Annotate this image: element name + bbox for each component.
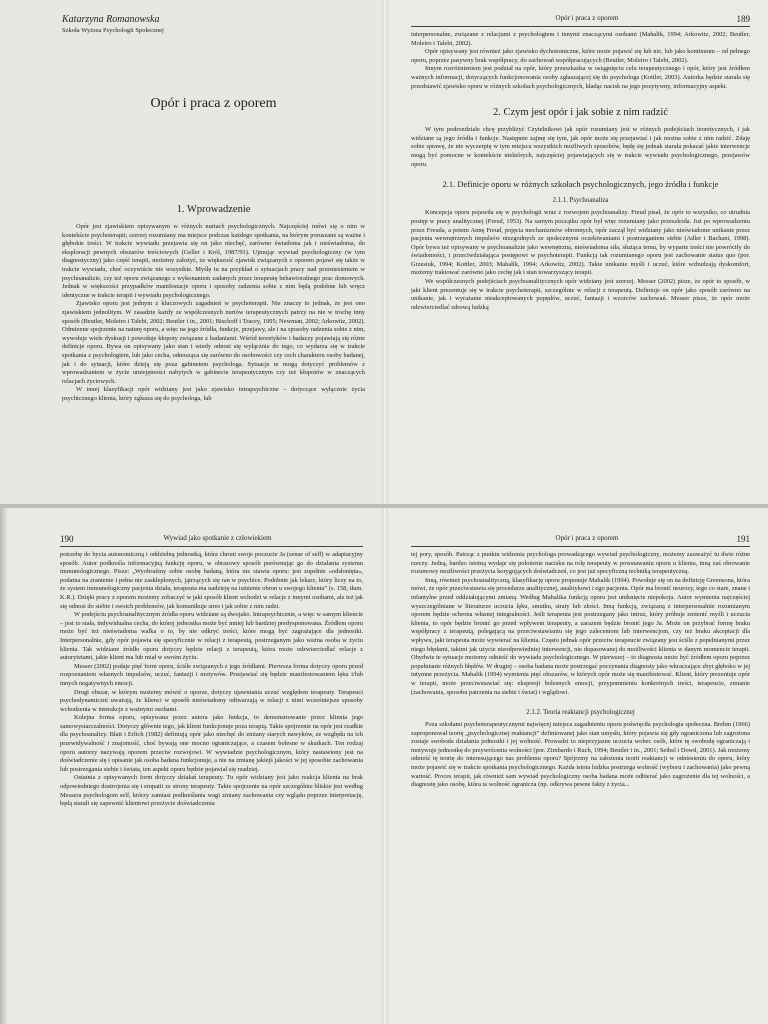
scan-page-divider — [0, 504, 768, 508]
paragraph: tej pory, sposób. Patrząc z punktu widzenia psychologa prowadzącego wywiad psychologiczny, możemy zauważyć tu dwie różne rzeczy. Jedną, bardzo istotną wydaje się położenie nacisku na rolę terapeuty w powstawaniu oporu u klienta, inną zaś obrowanie rozumowy możliwości przeżycia korygujących doświadczeń, co jest już specyficzną techniką terapeutyczną. — [411, 551, 750, 576]
page-189 — [385, 0, 768, 506]
paragraph: Messer (2002) podaje pięć form oporu, ściśle związanych z jego źródłami. Pierwsza forma dotyczy oporu przed rozpoznaniem własnych impulsów, uczuć, fantazji i motywów. Przejawiać się będzie manifestowaniem lęku i/lub innych negatywnych emocji. — [60, 662, 363, 687]
running-header — [411, 14, 750, 27]
paragraph: Poza szkołami psychoterapeutycznymi najwięcej miejsca zagadnieniu oporu poświęciła psychologia społeczna. Brehm (1966) zaproponował teorię „psychologicznej reaktancji” definiowanej jako stan umysłu, który pojawia się gdy ograniczona lub zagrożona zostaje swoboda działania jednostki i jej wolność. Prowadzi to nieprzyjazne uczucia wobec osób, które tę swobodę ograniczają i motywuje jednostkę do przywrócenia wolności (por. Zimbardo i Ruch, 1994; Beutler i in., 2001; Seibel i Dowd, 2001). Jak możemy odnieść tę teorię do interesującego nas problemu oporu? Spójrzmy na założenia teorii reaktancji w odniesieniu do oporu, który może pojawić się w trakcie spotkania psychologicznego. Każda istota ludzka postrzega wolność (wyboru i zachowania) jako pewną wartość. Proces terapii, jak również sam wywiad psychologiczny osoba badana może odbierać jako zagrożenie dla tej wolności, a diagnostę jako osobę, która ta wolność ogranicza (np. odkrywa pewne fakty z życia... — [411, 721, 750, 789]
paragraph: Zjawisko oporu jest jednym z kluczowych zagadnień w psychoterapii. Nie znaczy to jednak, że jest ono zjawiskiem jednolitym. W zasadzie każdy ze współczesnych nurtów terapeutycznych patrzy na nie w trochę inny sposób (Beutler, Moleiro i Talebi, 2002; Beutler i in., 2001; Bischoff i Tracey, 1995; Newman, 2002; Arkowitz, 2002). Odmienne spojrzenie na naturę oporu, a więc na jego źródła, funkcje, przejawy, ale i na sposoby radzenia sobie z nim, wywołuje wiele dyskusji i powoduje kłopoty związane z badaniami. Wśród teoretyków i badaczy pojawiają się różne definicje oporu. Bywa on opisywany jako stan i wtedy odnosi się wyłącznie do tego, co wydarza się w trakcie spotkania z psychologiem, lub jako cecha, odnosząca się zarówno do osobowości czy cech charakteru osoby badanej, jak i do sytuacji, które dzieją się poza gabinetem psychologa. Sytuacje te mogą dotyczyć problemów z wprowadzaniem w życie umiejętności nabytych w gabinecie terapeutycznym czy też kłopotów w znaczących relacjach życiowych. — [62, 300, 365, 385]
page-edge-shadow — [0, 506, 8, 1024]
subsection-heading: 2.1. Definicje oporu w różnych szkołach psychologicznych, jego źródła i funkcje — [442, 179, 719, 190]
section-heading-introduction: 1. Wprowadzenie — [176, 204, 251, 215]
page-190 — [0, 506, 385, 1024]
subsubsection-heading: 2.1.2. Teoria reaktancji psychologicznej — [526, 709, 635, 717]
paragraph: Kolejna forma oporu, opisywana przez autora jako funkcja, to demonstrowanie przez klienta jego samowystarczalności. Dotyczy głównie tego, jak klient funkcjonuje poza terapią. Takie spojrzenie na opór jest rzadkie dla psychoanalizy. Blatt i Erlich (1982) definiują opór jako niechęć do zmiany starych nawyków, ze względu na ich przewidywalność i znajomość, choć bywają one mocno ograniczające, a czasem bolesne w skutkach. Ten rodzaj oporu autorzy nazywają oporem przeciw rozwojowi. W wywiadzie psychologicznym, który nastawiony jest na doświadczenie się i opisanie jak osoba badana funkcjonuje, a nie na zmianę jakiejś jakości w jej sposobie zachowania lub postrzegania siebie i świata, ten aspekt oporu będzie pojawiał się rzadziej. — [60, 714, 363, 773]
page-191 — [385, 506, 768, 1024]
paragraph: interpersonalne, związane z relacjami z psychologiem i innymi znaczącymi osobami (Mahalik, 1994; Arkowitz, 2002; Beutler, Moleiro i Talebi, 2002). — [411, 31, 750, 47]
paragraph: Innym rozróżnieniem jest podział na opór, który przeszkadza w osiągnięciu celu terapeutycznego i opór, który jest źródłem ważnych informacji, dotyczących funkcjonowania osoby zgłaszającej się do psychologa (Kottler, 2003). Autorka będzie starała się przedstawić zjawisko oporu w różnych szkołach psychologicznych, kładąc nacisk na jego pozytywny, informacyjny aspekt. — [411, 65, 750, 90]
author-affiliation: Szkoła Wyższa Psychologii Społecznej — [62, 27, 164, 34]
paragraph: W innej klasyfikacji opór widziany jest jako zjawisko intrapsychiczne – dotyczące wyłącznie życia psychicznego klienta, który zgłasza się do psychologa, lub — [62, 386, 365, 402]
book-spine-fold — [382, 0, 388, 1024]
page-number: 190 — [60, 534, 74, 544]
paragraph: Ostatnia z opisywanych form dotyczy działań terapeuty. Tu opór widziany jest jako reakcja klienta na brak odpowiedniego dostrojenia się i empatii ze strony terapeuty. Takie spojrzenie na opór szczególnie bliskie jest według Messera psychologom self, którzy zamiast podkreślania wagi zmiany zachowania czy wglądu poprzez interpretację, będą starali się zapewnić klientowi przeżycie doświadczenia — [60, 774, 363, 808]
page-number: 189 — [736, 14, 750, 24]
paragraph: Inną, również psychoanalityczną, klasyfikację oporu proponuje Mahalik (1994). Powołuje się on na definicję Greensona, która mówi, że opór przeciwstawia się procedurze analitycznej, analitykowi i ego pacjenta. Opór ma bronić neurozy, tego co stare, znane i infantylne przed oddziałującymi zmianą. Według Mahalika funkcją oporu jest uniknięcie niepokoju. Autor wymienia najczęściej wyszczególniane w literaturze uczucia lęku, smutku, straty lub złości. Inną funkcją, związaną z interpersonalnie rozumianym oporem będzie ochrona własnej integralności. Jeśli terapeuta jest postrzegany jako intruz, który próbuje zmienić myśli i uczucia klienta, to opór będzie bronić go przed wpływem terapeuty, a zarazem będzie bronić jego Ja. Może on przybrać formę braku współpracy z terapeutą, polegającą na przeciwstawianiu się jego zaleceniom lub interwencjom, czy też braku akceptacji dla wpływu, jaki terapeuta może wywierać na klienta. Często jednak opór przeciw terapeucie związany jest ściśle z popełnianymi przez niego błędami, takimi jak użycie nieodpowiedniej interwencji, nie dopasowanej do możliwości klienta w danym momencie terapii. Obydwie te sytuacje możemy odnieść do wywiadu psychologicznego. W pierwszej – to diagnosta może być źródłem oporu poprzez popełnianie różnych błędów. W drugiej – osoba badana może postrzegać poczynania diagnosty jako wkraczające zbyt głęboko w jej intymne przeżycia. Mahalik (1994) wymienia pięć obszarów, w których opór może się manifestować. Klient, który prezentuje opór w terapii, może przeciwstawiać się: ekspresji bolesnych emocji, przypomnieniu konkretnych treści, terapeucie, zmianie (zachowania, sposobu patrzenia na siebie i świat) i wglądowi. — [411, 576, 750, 696]
page-188 — [0, 0, 385, 506]
paragraph: W tym podrozdziale chcę przybliżyć Czytelnikowi jak opór rozumiany jest w różnych podejściach teoretycznych, i jak widziane są jego źródła i funkcje. Następnie zajmę się tym, jak opór może się przejawiać i jak można sobie z nim radzić. Zdaję sobie sprawę, że nie wyczerpię w tym miejscu wszystkich możliwych sposobów, będę się jednak starała pokazać jakie interwencje mogą być pomocne w kontekście niektórych, najczęściej pojawiających się w trakcie wywiadu psychologicznego, przejawów oporu. — [411, 126, 750, 168]
author-name: Katarzyna Romanowska — [62, 14, 160, 25]
paragraph: Opór jest zjawiskiem opisywanym w różnych nurtach psychologicznych. Najczęściej mówi się o nim w kontekście psychoterapii; szerzej rozumiany ma miejsce podczas każdego spotkania, na którym poruszane są ważne i głębokie treści. W trakcie wywiadu przejawia się on jako niechęć, zarówno świadoma jak i nieświadoma, do eksploracji pewnych obszarów treściowych (Geller i Król, 1987/91). Ujmując wywiad psychologiczny (w tym diagnostyczny) jako część terapii, możemy założyć, że większość zjawisk związanych z oporem pojawi się także w trakcie wywiadu, choć oczywiście nie wszystkie. Myślę tu na przykład o sytuacjach pracy nad przeniesieniem w psychoanalizie, czy też oporu związanego z wykonaniem zadanych przez terapeutę behawioralnego prac domowych. Jednak w większości przypadków manifestacje oporu i sposoby radzenia sobie z nim będą podobne lub wręcz identyczne w trakcie terapii i wywiadu psychologicznego. — [62, 223, 365, 299]
paragraph: W podejściu psychoanalitycznym źródła oporu widziane są dwojako. Intrapsychicznie, a więc w samym kliencie – jest to stała, indywidualna cecha, do której jednostka może być mniej lub bardziej predysponowana. Źródłem oporu może być też nieświadoma walka o to, by nie odkryć treści, które mogą być zagrażające dla jednostki. Interpersonalnie, gdy opór pojawia się specyficznie w relacji z terapeutą, postrzeganym jako ważna osoba w życiu klienta. Tak widziane źródło oporu dotyczy będzie relacji z terapeutą, która może odzwierciedlać relacje z autorytetami, jakie klient ma lub miał w swoim życiu. — [60, 611, 363, 662]
article-title: Opór i praca z oporem — [150, 96, 277, 111]
paragraph: We współczesnych podejściach psychoanalitycznych opór widziany jest szerzej. Messer (2002) pisze, że opór to sposób, w jaki klient prezentuje się w trakcie psychoterapii, szczególnie w relacji z terapeutą. Definiuje on opór jako sposób zarówno na unikanie, jak i wyrażanie nieakceptowanych popędów, uczuć, fantazji i wzorców zachowań. Messer pisze, że opór może odzwierciedlać zdrową ludzką — [411, 278, 750, 311]
running-header — [411, 534, 750, 547]
paragraph: Opór opisywany jest również jako zjawisko dychotomiczne, które może pojawić się lub nie, lub jako kontinuum – od pełnego oporu, poprzez pasywny brak współpracy, do zachowań współpracujących (Beutler, Moleiro i Talebi, 2002). — [411, 48, 750, 64]
section-heading: 2. Czym jest opór i jak sobie z nim radzić — [493, 107, 668, 119]
running-head-title: Opór i praca z oporem — [555, 534, 619, 542]
running-header — [60, 534, 363, 547]
running-head-title: Wywiad jako spotkanie z człowiekiem — [163, 534, 272, 542]
paragraph: potrzebę do bycia autonomiczną i oddzielną jednostką, która chroni swoje poczucie Ja (sense of self) w adaptacyjny sposób. Autor podkreśla informacyjną funkcję oporu, w obrazowy sposób porównując go do działania systemu immunologicznego. Pisze: „Wyobraźmy sobie osobę badaną, która nie stawia oporu: jest zupełnie «odsłonięta», podatna na zranienie i pełna nie zaskleplonych, jątrzących się ran w psychice. Podobnie jak lekarz, który liczy na to, że system immunologiczny pacjenta działa, terapeuta ma nadzieję na istnienie obron u swojego klienta” (s. 158, tłum. K.R.). Dzięki pracy z oporem możemy zobaczyć w jaki sposób klient wchodzi w relacje z innymi osobami, ale też jak się odnosi do siebie i swoich problemów, jak komunikuje stres i jak sobie z nim radzi. — [60, 551, 363, 610]
paragraph: Koncepcja oporu pojawiła się w psychologii wraz z rozwojem psychoanalizy. Freud pisał, że opór to wszystko, co utrudnia postęp w pracy analitycznej (Freud, 1953). Na samym początku opór był więc rozumiany jako przeszkoda. Już po wprowadzeniu przez Freuda, a potem Annę Freud, pojęcia mechanizmów obronnych, opór zaczął być widziany jako nieświadome unikanie przez pacjenta wewnętrznych impulsów niezgodnych ze społecznymi oczekiwaniami i postrzeganiem siebie (Adler i Bachant, 1998). Opór bywa też opisywany w psychoanalizie jako wewnętrzna, nieświadoma siła, służąca temu, by wyparte treści nie powróciły do świadomości, i przeciwdziałająca postępowi w psychoterapii. Funkcją tak rozumianego oporu jest zachowanie status quo (por. Grzesiuk, 1994; Kottler, 2003; Mahalik, 1994; Arkowitz, 2002). Takie unikanie myśli i uczuć, które wzbudzają dyskomfort, możemy traktować zarówno jako cechę jak i stan towarzyszący terapii. — [411, 209, 750, 277]
page-number: 191 — [736, 534, 750, 544]
subsubsection-heading: 2.1.1. Psychoanaliza — [552, 197, 609, 205]
running-head-title: Opór i praca z oporem — [555, 14, 619, 22]
paragraph: Drugi obszar, w którym możemy mówić o oporze, dotyczy ujawniania uczuć względem terapeuty. Terapeuci psychodynamiczni uważają, że klienci w sposób nieświadomy odtwarzają w relacji z nimi wcześniejsze sposoby wchodzenia w interakcje z ważnymi osobami. — [60, 688, 363, 713]
